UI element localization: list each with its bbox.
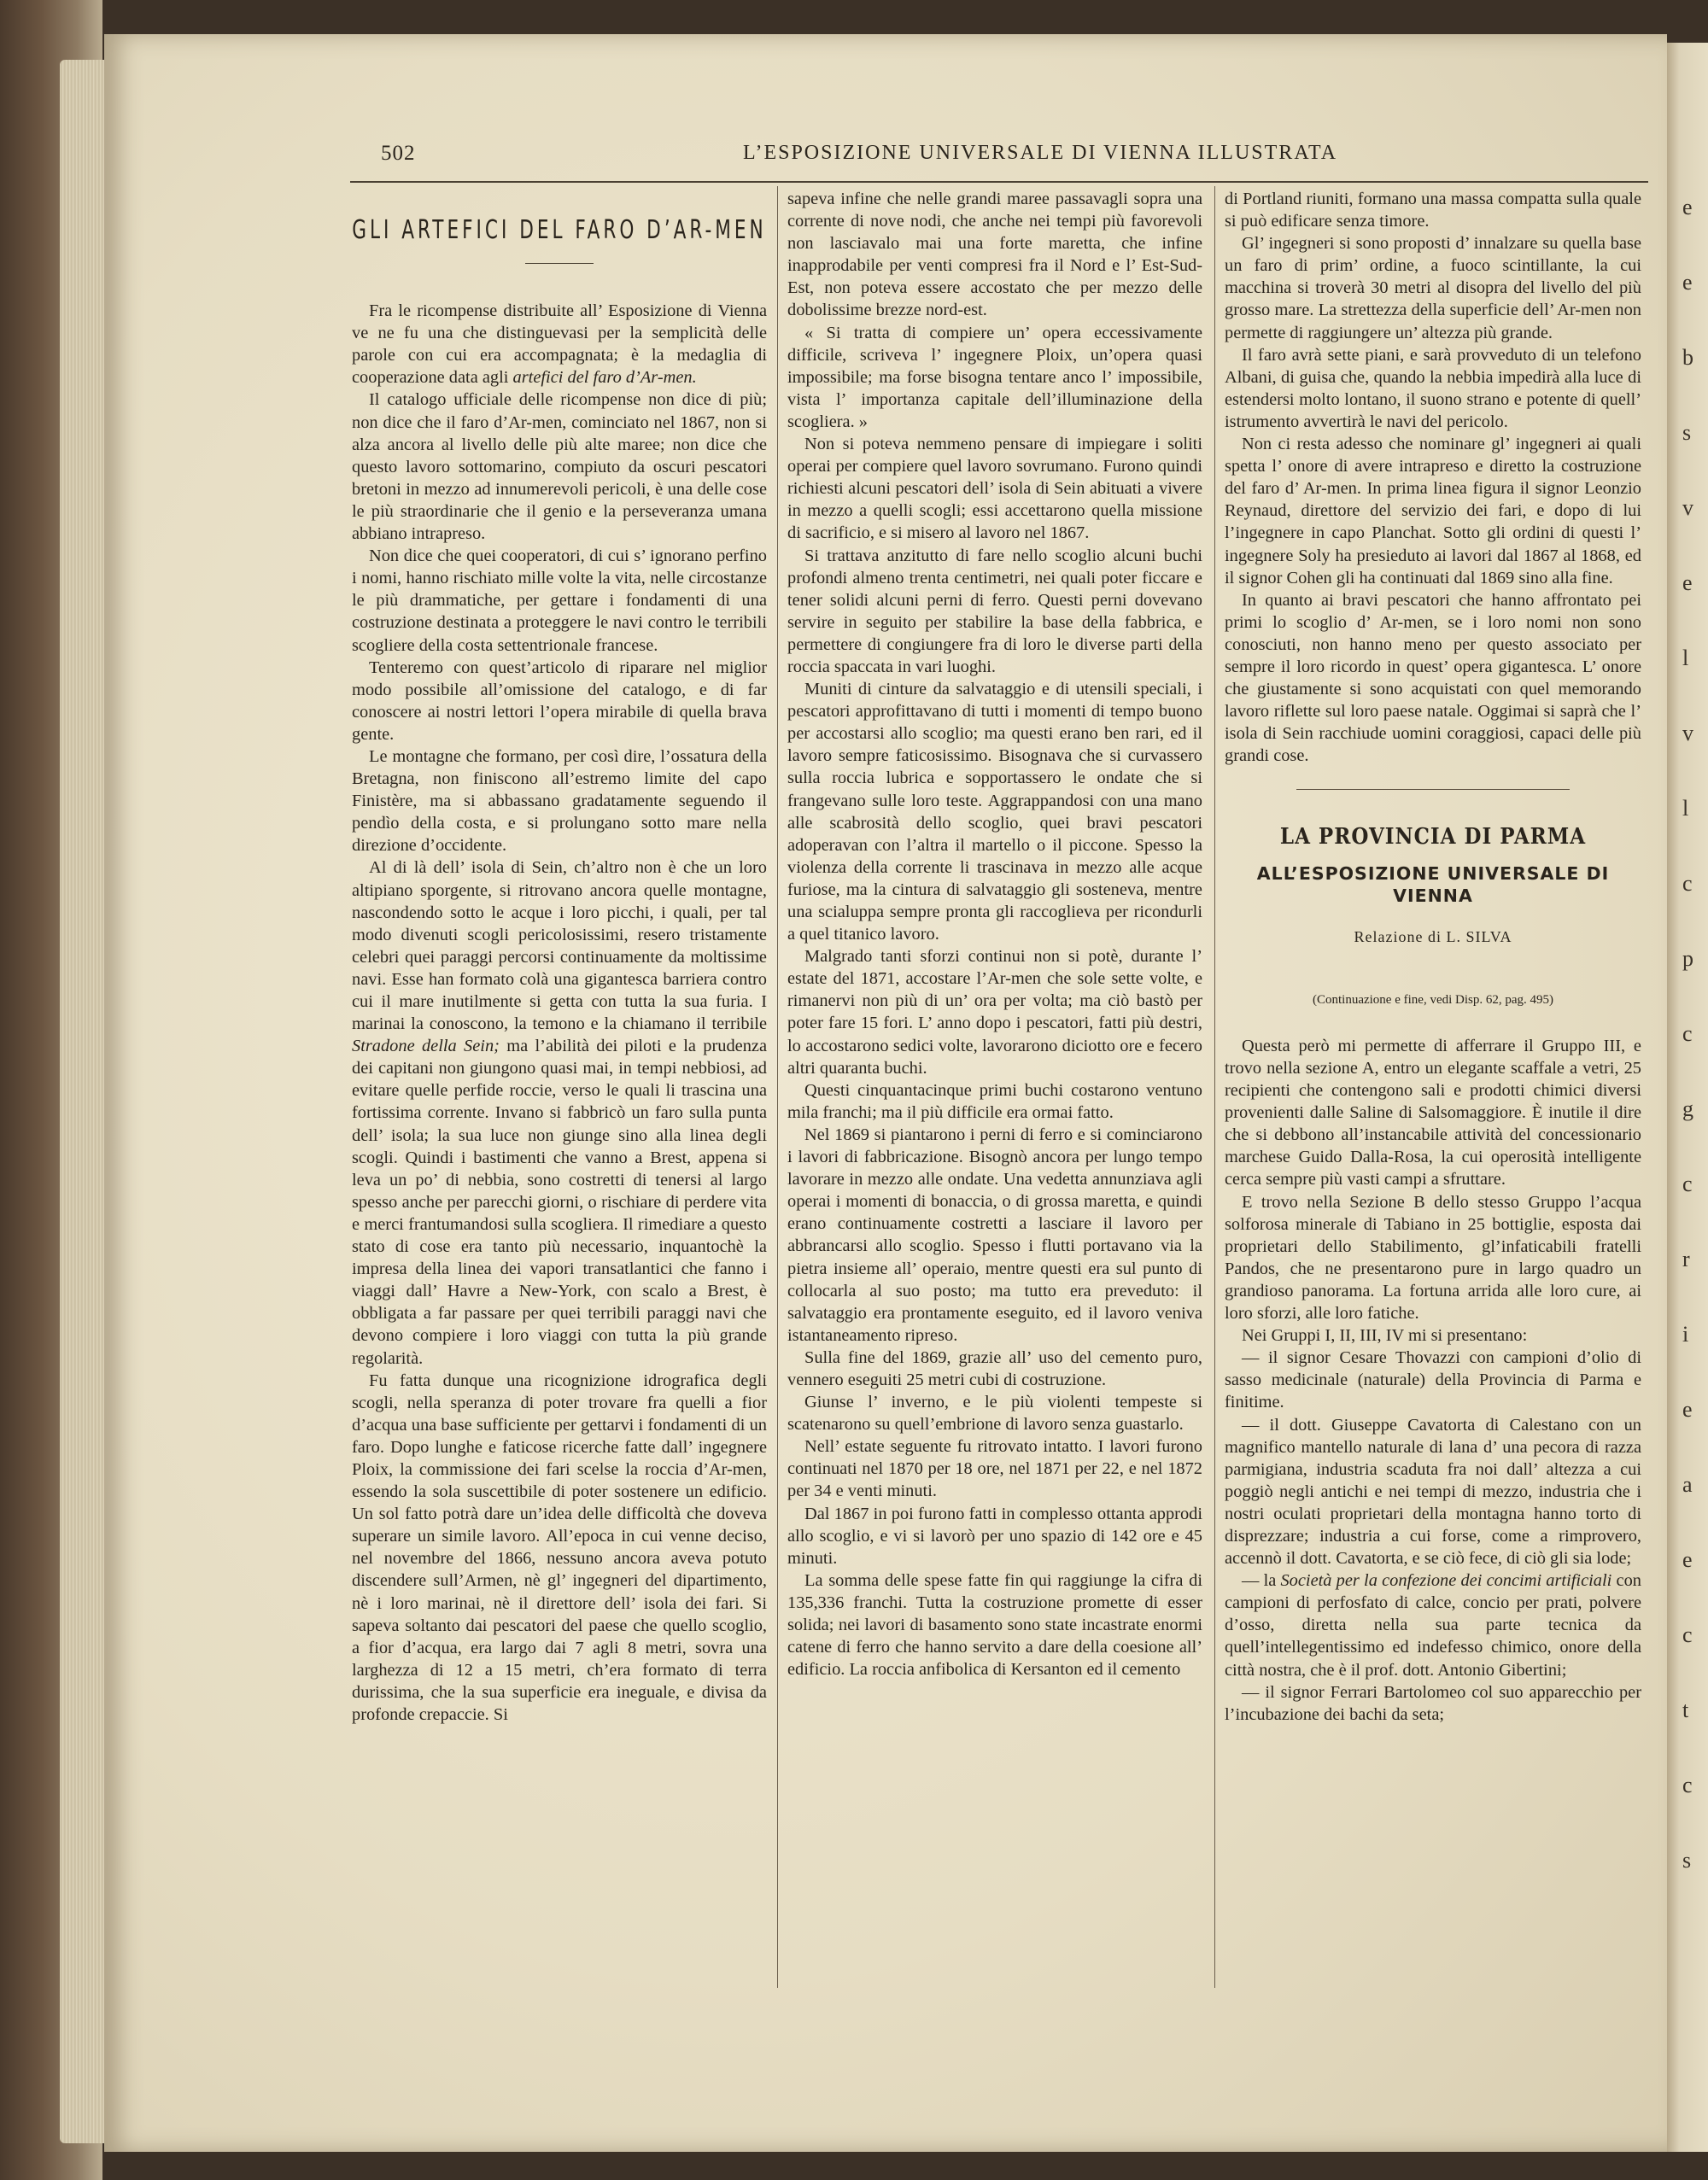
page-number: 502: [381, 142, 416, 165]
running-title: L’ESPOSIZIONE UNIVERSALE DI VIENNA ILLUSTRATA: [743, 142, 1338, 164]
paragraph: Fu fatta dunque una ricognizione idrografica degli scogli, nella speranza di poter trovare fra quelli a fior d’acqua una base sufficiente per gettarvi i fondamenti di un faro. Dopo lunghe e faticose ricerche fatte dall’ ingegnere Ploix, la commissione dei fari scelse la roccia d’Ar-men, essendo la sola suscettibile di poter sostenere un edificio. Un sol fatto potrà dare un’idea delle difficoltà che doveva superare un simile lavoro. All’epoca in cui venne deciso, nel novembre del 1866, nessuno ancora aveva potuto discendere sull’Armen, nè gl’ ingegneri del dipartimento, nè i loro marinai, nè il direttore dell’ isola dei fari. Si sapeva soltanto dai pescatori del paese che quello scoglio, a fior d’acqua, era largo dai 7 agli 8 metri, sovra una larghezza di 12 a 15 metri, ch’era formato di terra durissima, che la sua superficie era ineguale, e divisa da profonde crepaccie. Si: [352, 1371, 767, 1724]
facing-page-fragment: t: [1682, 1698, 1689, 1722]
facing-page-fragment: e: [1682, 195, 1693, 219]
continuation-note: (Continuazione e fine, vedi Disp. 62, pag. 495): [1312, 992, 1554, 1007]
paragraph: [1225, 1569, 1641, 1680]
paragraph: Non si poteva nemmeno pensare di impiegare i soliti operai per compiere quel lavoro sovrumano. Furono quindi richiesti alcuni pescatori dell’ isola di Sein abituati a vivere in mezzo a quelli scogli; essi accettarono quella missione di sacrificio, e si misero al lavoro nel 1867.: [787, 435, 1202, 543]
page-edges: [60, 60, 111, 2143]
paragraph: Il catalogo ufficiale delle ricompense non dice di più; non dice che il faro d’Ar-men, cominciato nel 1867, non si alza ancora al livello delle più alte maree; non dice che questo lavoro sottomarino, compiuto da oscuri pescatori bretoni in mezzo ad innumerevoli pericoli, è una delle cose le più straordinarie che il genio e la perseveranza umana abbiano intrapreso.: [352, 390, 767, 544]
paragraph: Giunse l’ inverno, e le più violenti tempeste si scatenarono su quell’embrione di lavoro senza guastarlo.: [787, 1393, 1202, 1435]
column-divider-1: [777, 186, 778, 1988]
paragraph: Le montagne che formano, per così dire, l’ossatura della Bretagna, non finiscono all’estremo limite del capo Finistère, ma si abbassano gradatamente seguendo il pendìo della costa, e si prolungano sotto mare nella direzione d’occidente.: [352, 746, 767, 856]
paragraph: Nel 1869 si piantarono i perni di ferro e si cominciarono i lavori di fabbricazione. Bisognò ancora per lungo tempo lavorare in mezzo alle ondate. Una vedetta annunziava agli operai i momenti di bonaccia, o di grossa maretta, e quindi erano continuamente costretti a lasciare il lavoro per abbrancarsi allo scoglio. Spesso i flutti portavano via la pietra insieme all’ operaio, mentre questi era sul punto di collocarla al suo posto; ma tutto era preveduto: il salvataggio era prontamente eseguito, ed il lavoro veniva istantaneamento ripreso.: [787, 1125, 1202, 1345]
article-title: GLI ARTEFICI DEL FARO D’AR-MEN: [352, 214, 767, 245]
column-divider-2: [1214, 186, 1215, 1988]
title-rule: [525, 263, 594, 264]
section-subtitle: ALL’ESPOSIZIONE UNIVERSALE DI VIENNA: [1256, 862, 1610, 906]
paragraph: Questa però mi permette di afferrare il Gruppo III, e trovo nella sezione A, entro un elegante scaffale a vetri, 25 recipienti che contengono sali e prodotti chimici diversi provenienti dalle Saline di Salsomaggiore. È inutile il dire che si debbono all’instancabile attività del concessionario marchese Guido Dalla-Rosa, la cui operosità intelligente cerca sempre più vasti campi a sfruttare.: [1225, 1036, 1641, 1189]
facing-page-fragment: e: [1682, 1547, 1693, 1572]
italic-text: Stradone della Sein;: [352, 1037, 500, 1056]
facing-page-fragment: p: [1682, 946, 1693, 971]
paragraph: « Si tratta di compiere un’ opera eccessivamente difficile, scriveva l’ ingegnere Ploix, un’opera quasi impossibile; ma forse bisogna tentare anco l’ impossibile, vista l’ importanza capitale dell’illuminazione della scogliera. »: [787, 323, 1202, 431]
paragraph: Si trattava anzitutto di fare nello scoglio alcuni buchi profondi almeno trenta centimetri, nei quali poter ficcare e tener solidi alcuni perni di ferro. Questi perni dovevano servire in seguito per stabilire la base della fabbrica, e permettere di congiungere fra di loro le diverse parti della roccia spaccata in vari luoghi.: [787, 546, 1202, 676]
column-1: [352, 193, 767, 1726]
facing-page-fragment: c: [1682, 1622, 1693, 1647]
facing-page-fragment: e: [1682, 270, 1693, 295]
paragraph: In quanto ai bravi pescatori che hanno affrontato pei primi lo scoglio d’ Ar-men, se i loro nomi non sono conosciuti, non hanno meno per questo associato per sempre il loro ricordo in quest’ opera gigantesca. L’ onore che giustamente si sono acquistati con quel memorando lavoro riflette sul loro paese natale. Oggimai si saprà che l’ isola di Sein racchiude uomini coraggiosi, capaci delle più grandi cose.: [1225, 590, 1641, 766]
paragraph: [352, 856, 767, 1369]
paragraph: sapeva infine che nelle grandi maree passavagli sopra una corrente di nove nodi, che anche nei tempi più favorevoli non lasciavalo mai una forte maretta, che infine inapprodabile per venti compresi fra il Nord e l’ Est-Sud-Est, non poteva essere accostato che per mezzo delle dobolissime brezze nord-est.: [787, 190, 1202, 320]
paragraph: — il signor Ferrari Bartolomeo col suo apparecchio per l’incubazione dei bachi da seta;: [1225, 1682, 1641, 1724]
facing-page-fragment: r: [1682, 1247, 1690, 1271]
paragraph: Nei Gruppi I, II, III, IV mi si presentano:: [1242, 1326, 1528, 1346]
facing-page-fragment: s: [1682, 420, 1692, 445]
paragraph: — il signor Cesare Thovazzi con campioni d’olio di sasso medicinale (naturale) della Provincia di Parma e finitime.: [1225, 1348, 1641, 1412]
facing-page-fragment: c: [1682, 1773, 1693, 1797]
section-rule: [1296, 789, 1570, 790]
facing-page-edge: [1667, 43, 1708, 2152]
paragraph: Nell’ estate seguente fu ritrovato intatto. I lavori furono continuati nel 1870 per 18 ore, nel 1871 per 22, e nel 1872 per 34 e venti minuti.: [787, 1437, 1202, 1501]
section-title: LA PROVINCIA DI PARMA: [1279, 823, 1587, 850]
facing-page-fragment: g: [1682, 1096, 1693, 1121]
paragraph: Malgrado tanti sforzi continui non si potè, durante l’ estate del 1871, accostare l’Ar-men che sole sette volte, e rimanervi non più di un’ ora per volta; ma ciò bastò per poter fare 15 fori. L’ anno dopo i pescatori, fatti più destri, lo accostarono sedici volte, lavorarono diciotto ore e fecero altri quaranta buchi.: [787, 947, 1202, 1078]
paragraph: Questi cinquantacinque primi buchi costarono ventuno mila franchi; ma il più difficile era ormai fatto.: [787, 1080, 1202, 1122]
column-3: [1225, 188, 1641, 1726]
byline: Relazione di L. SILVA: [1354, 927, 1512, 945]
paragraph: — il dott. Giuseppe Cavatorta di Calestano con un magnifico mantello naturale di lana d’ una pecora di razza parmigiana, industria scaduta fra noi dall’ altezza a cui poggiò negli antichi e nei tempi di mezzo, industria che i nostri oculati proprietari della montagna hanno torto di disprezzare; industria a cui forse, come a rimprovero, accennò il dott. Cavatorta, e se ciò fece, di ciò gli sia lode;: [1225, 1415, 1641, 1569]
paragraph: [352, 300, 767, 389]
facing-page-fragment: a: [1682, 1472, 1693, 1497]
facing-page-fragment: c: [1682, 1021, 1693, 1046]
paragraph: Non ci resta adesso che nominare gl’ ingegneri ai quali spetta l’ onore di avere intrapreso e diretto la costruzione del faro d’ Ar-men. In prima linea figura il signor Leonzio Reynaud, direttore del servizio dei fari, e dopo di lui l’ingegnere in capo Planchat. Sotto gli ordini di questi l’ ingegnere Soly ha presieduto ai lavori dal 1867 al 1868, ed il signor Cohen gli ha continuati dal 1869 sino alla fine.: [1225, 435, 1641, 587]
paragraph: Sulla fine del 1869, grazie all’ uso del cemento puro, vennero eseguiti 25 metri cubi di costruzione.: [787, 1347, 1202, 1389]
paragraph-text: ma l’abilità dei piloti e la prudenza dei capitani non giungono quasi mai, in tempi nebbiosi, ad evitare quelle perfide roccie, verso le quali li trascina una fortissima corrente. Invano si fabbricò un faro sulla punta dell’ isola; la sua luce non giunge sino alla linea degli scogli. Quindi i bastimenti che vanno a Brest, appena si leva un po’ di nebbia, sono costretti di tenersi al largo spesso anche per parecchi giorni, o rischiare di perdere vita e merci frantumandosi sulla scogliera. Il rimediare a questo stato di cose era tanto più necessario, inquantochè la impresa della linea dei vapori transatlantici che fanno i viaggi dall’ Havre a New-York, con scalo a Brest, è obbligata a far passare per quei terribili paraggi navi che devono compiere i loro viaggi con tutta la più grande regolarità.: [352, 1037, 767, 1368]
paragraph-text: Fra le ricompense distribuite all’ Esposizione di Vienna ve ne fu una che distinguevasi per la semplicità delle parole con cui era accompagnata; è la medaglia di cooperazione data agli: [352, 301, 767, 388]
paragraph: Non dice che quei cooperatori, di cui s’ ignorano perfino i nomi, hanno rischiato mille volte la vita, nelle circostanze le più drammatiche, per gettare i fondamenti di una costruzione destinata a proteggere le navi contro le terribili scogliere della costa settentrionale francese.: [352, 546, 767, 655]
paragraph-text: con campioni di perfosfato di calce, concio per prati, polvere d’osso, diretta nella sua parte tecnica da quell’intellegentissimo ed indefesso chimico, onore della città nostra, che è il prof. dott. Antonio Gibertini;: [1225, 1571, 1641, 1680]
facing-page-fragment: e: [1682, 1397, 1693, 1422]
facing-page-fragment: c: [1682, 1172, 1693, 1196]
paragraph-text: — la: [1242, 1571, 1277, 1591]
facing-page-fragment: b: [1682, 345, 1693, 370]
paragraph: Il faro avrà sette piani, e sarà provveduto di un telefono Albani, di guisa che, quando la nebbia impedirà alla luce di estendersi molto lontano, il suono strano e potente di quell’ istrumento avvertirà le navi del pericolo.: [1225, 345, 1641, 431]
paragraph: Dal 1867 in poi furono fatti in complesso ottanta approdi allo scoglio, e vi si lavorò per uno spazio di 142 ore e 45 minuti.: [787, 1504, 1202, 1568]
paragraph: E trovo nella Sezione B dello stesso Gruppo l’acqua solforosa minerale di Tabiano in 25 bottiglie, esposta dai proprietari dello Stabilimento, gl’infaticabili fratelli Pandos, che ne presentarono pure in largo quadro un grandioso panorama. La fortuna arrida alle loro cure, ai loro sforzi, alle loro fatiche.: [1225, 1192, 1641, 1324]
facing-page-fragment: i: [1682, 1322, 1689, 1347]
paragraph: di Portland riuniti, formano una massa compatta sulla quale si può edificare senza timore.: [1225, 190, 1641, 231]
facing-page-fragment: e: [1682, 570, 1693, 595]
paragraph: Gl’ ingegneri si sono proposti d’ innalzare su quella base un faro di prim’ ordine, a fuoco scintillante, la cui macchina si troverà 30 metri al disopra del livello del più grosso mare. La strettezza della superficie dell’ Ar-men non permette di raggiungere un’ altezza più grande.: [1225, 234, 1641, 342]
italic-text: artefici del faro d’Ar-men.: [512, 368, 697, 388]
facing-page-fragment: c: [1682, 871, 1693, 896]
column-2: [787, 188, 1202, 1680]
paragraph: Tenteremo con quest’articolo di riparare nel miglior modo possibile all’omissione del catalogo, e di far conoscere ai nostri lettori l’opera mirabile di quella brava gente.: [352, 658, 767, 744]
facing-page-fragment: v: [1682, 721, 1693, 745]
paragraph: Muniti di cinture da salvataggio e di utensili speciali, i pescatori approfittavano di tutti i momenti di tempo buono per accostarsi allo scoglio; ma questi erano ben rari, ed il lavoro sempre faticosissimo. Bisognava che si curvassero sulla roccia lubrica e sopportassero le ondate che si frangevano sulle loro teste. Aggrappandosi con una mano alle scabrosità dello scoglio, quei bravi pescatori adoperavan con l’altra il martello o il piccone. Spesso la violenza della corrente li trascinava in mezzo alle acque furiose, ma la cintura di salvataggio gli sosteneva, mentre una scialuppa sempre pronta gli raccoglieva per ricondurli a quel titanico lavoro.: [787, 680, 1202, 944]
facing-page-fragment: l: [1682, 646, 1689, 670]
facing-page-fragment: s: [1682, 1848, 1692, 1873]
italic-text: Società per la confezione dei concimi artificiali: [1280, 1571, 1612, 1591]
paragraph: La somma delle spese fatte fin qui raggiunge la cifra di 135,336 franchi. Tutta la costruzione promette di esser solida; nei lavori di basamento sono state incastrate enormi catene di ferro che hanno servito a dare della coesione all’ edificio. La roccia anfibolica di Kersanton ed il cemento: [787, 1570, 1202, 1680]
header-rule: [350, 181, 1648, 183]
facing-page-fragment: l: [1682, 796, 1689, 821]
paragraph-text: Al di là dell’ isola di Sein, ch’altro non è che un loro altipiano sporgente, si ritrovano ancora quelle montagne, nascondendo sotto le acque i loro picchi, i quali, per tal modo divenuti scogli pericolosissimi, resero tristamente celebri quei paraggi percorsi continuamente da moltissime navi. Esse han formato colà una gigantesca barriera contro cui il mare inutilmente si getta con tutta la sua furia. I marinai la conoscono, la temono e la chiamano il terribile: [352, 858, 767, 1034]
facing-page-fragment: v: [1682, 495, 1693, 520]
